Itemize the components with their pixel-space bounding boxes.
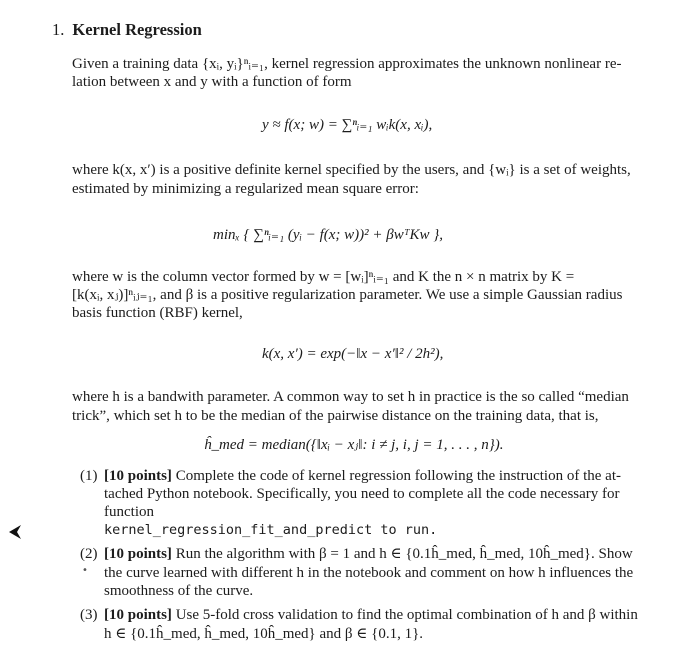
item-1-line-1 bbox=[104, 467, 621, 486]
intro-line-2: lation between x and y with a function of form bbox=[72, 74, 352, 90]
item-1-code: kernel_regression_fit_and_predict to run. bbox=[104, 522, 438, 538]
item-2-line-1 bbox=[104, 545, 633, 564]
item-3-line-1 bbox=[104, 606, 638, 625]
item-2-line-3: smoothness of the curve. bbox=[104, 583, 254, 599]
paragraph-2-line-1: where k(x, x′) is a positive definite kernel specified by the users, and {wᵢ} is a set of weights, bbox=[72, 162, 631, 178]
equation-4: ĥ_med = median({‖xᵢ − xⱼ‖: i ≠ j, i, j = 1, . . . , n}). bbox=[204, 437, 504, 453]
paragraph-3-line-2: [k(xᵢ, xⱼ)]ⁿᵢⱼ₌₁, and β is a positive regularization parameter. We use a simple Gaussian radius bbox=[72, 287, 623, 303]
item-1-label: (1) bbox=[80, 468, 98, 484]
item-2-label: (2) bbox=[80, 546, 98, 562]
section-heading bbox=[52, 20, 202, 39]
paragraph-4-line-1: where h is a bandwith parameter. A common way to set h in practice is the so called “median bbox=[72, 389, 629, 405]
item-1-points: [10 points] bbox=[104, 468, 172, 484]
item-1-line-1-text: Complete the code of kernel regression following the instruction of the at- bbox=[175, 468, 621, 484]
paragraph-4-line-2: trick”, which set h to be the median of the pairwise distance on the training data, that is, bbox=[72, 408, 599, 424]
paragraph-2-line-2: estimated by minimizing a regularized mean square error: bbox=[72, 181, 419, 197]
section-title: Kernel Regression bbox=[72, 20, 202, 39]
section-number: 1. bbox=[52, 20, 65, 39]
item-1-line-3: function bbox=[104, 504, 154, 520]
item-3-line-2: h ∈ {0.1ĥ_med, ĥ_med, 10ĥ_med} and β ∈ {0.1, 1}. bbox=[104, 626, 424, 642]
paragraph-3-line-1: where w is the column vector formed by w = [wᵢ]ⁿᵢ₌₁ and K the n × n matrix by K = bbox=[72, 269, 575, 285]
mouse-cursor-icon bbox=[8, 524, 22, 544]
item-1-line-2: tached Python notebook. Specifically, you need to complete all the code necessary for bbox=[104, 486, 620, 502]
equation-3: k(x, x′) = exp(−‖x − x′‖² / 2h²), bbox=[262, 346, 444, 362]
item-3-points: [10 points] bbox=[104, 607, 172, 623]
intro-line-1: Given a training data {xᵢ, yᵢ}ⁿᵢ₌₁, kernel regression approximates the unknown nonlinear re- bbox=[72, 56, 622, 72]
equation-2: minₓ { ∑ⁿᵢ₌₁ (yᵢ − f(x; w))² + βwᵀKw }, bbox=[213, 227, 444, 243]
paragraph-3-line-3: basis function (RBF) kernel, bbox=[72, 305, 243, 321]
item-2-line-2: the curve learned with different h in the notebook and comment on how h influences the bbox=[104, 565, 634, 581]
bullet-dot-icon: • bbox=[82, 565, 88, 576]
item-2-line-1-text: Run the algorithm with β = 1 and h ∈ {0.1ĥ_med, ĥ_med, 10ĥ_med}. Show bbox=[175, 546, 633, 562]
item-2-points: [10 points] bbox=[104, 546, 172, 562]
item-3-label: (3) bbox=[80, 607, 98, 623]
equation-1: y ≈ f(x; w) = ∑ⁿᵢ₌₁ wᵢk(x, xᵢ), bbox=[262, 117, 433, 133]
item-3-line-1-text: Use 5-fold cross validation to find the optimal combination of h and β within bbox=[175, 607, 638, 623]
